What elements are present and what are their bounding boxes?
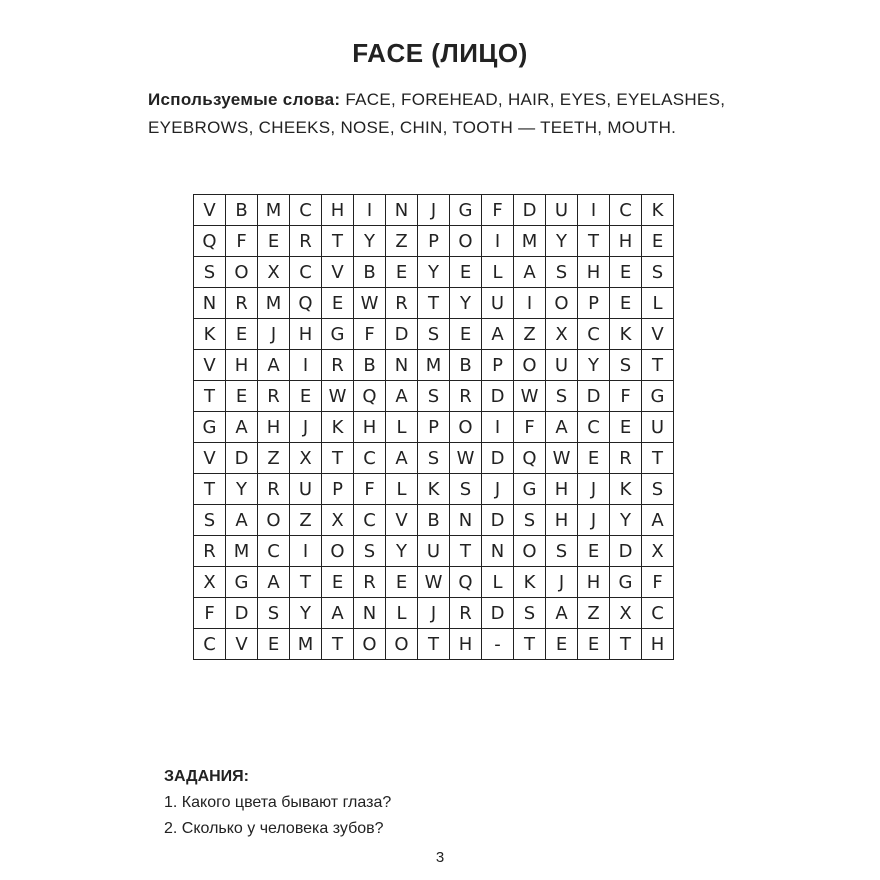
grid-cell[interactable]: N <box>354 598 386 629</box>
grid-cell[interactable]: Z <box>578 598 610 629</box>
grid-cell[interactable]: F <box>642 567 674 598</box>
grid-cell[interactable]: B <box>354 350 386 381</box>
grid-cell[interactable]: D <box>514 195 546 226</box>
grid-cell[interactable]: O <box>546 288 578 319</box>
grid-cell[interactable]: S <box>194 505 226 536</box>
grid-cell[interactable]: R <box>226 288 258 319</box>
grid-cell[interactable]: O <box>514 536 546 567</box>
grid-cell[interactable]: J <box>418 598 450 629</box>
grid-cell[interactable]: D <box>482 598 514 629</box>
grid-cell[interactable]: O <box>226 257 258 288</box>
grid-cell[interactable]: O <box>514 350 546 381</box>
grid-cell[interactable]: T <box>450 536 482 567</box>
grid-cell[interactable]: R <box>450 381 482 412</box>
grid-cell[interactable]: Y <box>610 505 642 536</box>
grid-cell[interactable]: E <box>450 257 482 288</box>
page-number: 3 <box>435 849 445 866</box>
grid-cell[interactable]: E <box>322 567 354 598</box>
grid-cell[interactable]: X <box>546 319 578 350</box>
grid-cell[interactable]: V <box>386 505 418 536</box>
grid-cell[interactable]: H <box>546 505 578 536</box>
grid-cell[interactable]: J <box>578 505 610 536</box>
grid-cell[interactable]: J <box>482 474 514 505</box>
page-title: FACE (ЛИЦО) <box>352 38 528 68</box>
grid-cell[interactable]: U <box>482 288 514 319</box>
grid-cell[interactable]: H <box>226 350 258 381</box>
grid-cell[interactable]: O <box>386 629 418 660</box>
grid-cell[interactable]: E <box>290 381 322 412</box>
grid-cell[interactable]: I <box>514 288 546 319</box>
grid-cell[interactable]: Z <box>514 319 546 350</box>
grid-row <box>194 474 674 505</box>
grid-cell[interactable]: R <box>258 474 290 505</box>
grid-cell[interactable]: E <box>450 319 482 350</box>
grid-cell[interactable]: E <box>386 257 418 288</box>
grid-cell[interactable]: W <box>450 443 482 474</box>
grid-cell[interactable]: S <box>514 505 546 536</box>
grid-cell[interactable]: W <box>354 288 386 319</box>
grid-cell[interactable]: F <box>354 474 386 505</box>
grid-cell[interactable]: T <box>194 474 226 505</box>
grid-cell[interactable]: A <box>386 381 418 412</box>
grid-cell[interactable]: R <box>354 567 386 598</box>
grid-cell[interactable]: T <box>194 381 226 412</box>
used-words <box>148 86 768 142</box>
grid-cell[interactable]: O <box>258 505 290 536</box>
grid-cell[interactable]: H <box>578 257 610 288</box>
grid-cell[interactable]: S <box>546 381 578 412</box>
grid-cell[interactable]: Z <box>386 226 418 257</box>
grid-cell[interactable]: I <box>290 350 322 381</box>
grid-cell[interactable]: H <box>258 412 290 443</box>
grid-cell[interactable]: S <box>418 443 450 474</box>
grid-cell[interactable]: F <box>482 195 514 226</box>
grid-cell[interactable]: D <box>482 505 514 536</box>
grid-cell[interactable]: G <box>450 195 482 226</box>
grid-cell[interactable]: P <box>578 288 610 319</box>
grid-cell[interactable]: M <box>226 536 258 567</box>
grid-cell[interactable]: E <box>386 567 418 598</box>
grid-cell[interactable]: G <box>610 567 642 598</box>
grid-cell[interactable]: E <box>578 629 610 660</box>
grid-cell[interactable]: L <box>386 412 418 443</box>
grid-cell[interactable]: T <box>322 226 354 257</box>
grid-cell[interactable]: T <box>578 226 610 257</box>
grid-cell[interactable]: B <box>418 505 450 536</box>
grid-cell[interactable]: E <box>610 288 642 319</box>
grid-cell[interactable]: S <box>418 319 450 350</box>
grid-cell[interactable]: S <box>258 598 290 629</box>
grid-cell[interactable]: C <box>642 598 674 629</box>
grid-cell[interactable]: T <box>610 629 642 660</box>
grid-cell[interactable]: I <box>482 412 514 443</box>
task-item: 2. Сколько у человека зубов? <box>164 820 384 837</box>
grid-cell[interactable]: V <box>226 629 258 660</box>
grid-cell[interactable]: G <box>322 319 354 350</box>
task-item: 1. Какого цвета бывают глаза? <box>164 794 392 811</box>
grid-cell[interactable]: Z <box>290 505 322 536</box>
grid-cell[interactable]: U <box>546 350 578 381</box>
grid-cell[interactable]: R <box>194 536 226 567</box>
grid-cell[interactable]: Y <box>290 598 322 629</box>
grid-cell[interactable]: C <box>194 629 226 660</box>
grid-cell[interactable]: - <box>482 629 514 660</box>
grid-cell[interactable]: R <box>290 226 322 257</box>
grid-cell[interactable]: C <box>258 536 290 567</box>
grid-cell[interactable]: C <box>290 257 322 288</box>
grid-cell[interactable]: D <box>610 536 642 567</box>
grid-cell[interactable]: U <box>546 195 578 226</box>
grid-cell[interactable]: E <box>226 381 258 412</box>
grid-cell[interactable]: E <box>578 536 610 567</box>
grid-cell[interactable]: E <box>258 226 290 257</box>
grid-cell[interactable]: F <box>354 319 386 350</box>
used-words-label: Используемые слова: <box>148 90 341 109</box>
grid-cell[interactable]: V <box>194 195 226 226</box>
grid-cell[interactable]: J <box>418 195 450 226</box>
grid-cell[interactable]: X <box>290 443 322 474</box>
grid-cell[interactable]: Z <box>258 443 290 474</box>
grid-cell[interactable]: U <box>642 412 674 443</box>
grid-cell[interactable]: O <box>322 536 354 567</box>
grid-cell[interactable]: D <box>226 443 258 474</box>
used-words-list: FACE, FOREHEAD, HAIR, EYES, EYELASHES, EYEBROWS, CHEEKS, NOSE, CHIN, TOOTH — TEETH, MOUTH. <box>148 90 726 137</box>
grid-row <box>194 629 674 660</box>
grid-cell[interactable]: X <box>610 598 642 629</box>
grid-row <box>194 257 674 288</box>
grid-cell[interactable]: D <box>578 381 610 412</box>
grid-row <box>194 536 674 567</box>
grid-row <box>194 319 674 350</box>
grid-row <box>194 381 674 412</box>
grid-cell[interactable]: P <box>418 226 450 257</box>
grid-cell[interactable]: H <box>322 195 354 226</box>
grid-cell[interactable]: B <box>450 350 482 381</box>
grid-cell[interactable]: Q <box>290 288 322 319</box>
grid-cell[interactable]: Q <box>354 381 386 412</box>
grid-cell[interactable]: V <box>642 319 674 350</box>
grid-cell[interactable]: H <box>290 319 322 350</box>
grid-cell[interactable]: J <box>290 412 322 443</box>
grid-cell[interactable]: K <box>194 319 226 350</box>
grid-cell[interactable]: S <box>450 474 482 505</box>
grid-cell[interactable]: R <box>386 288 418 319</box>
grid-cell[interactable]: W <box>546 443 578 474</box>
grid-cell[interactable]: E <box>578 443 610 474</box>
grid-cell[interactable]: A <box>546 412 578 443</box>
grid-cell[interactable]: B <box>354 257 386 288</box>
grid-cell[interactable]: C <box>354 443 386 474</box>
grid-row <box>194 598 674 629</box>
grid-cell[interactable]: G <box>226 567 258 598</box>
grid-cell[interactable]: L <box>482 257 514 288</box>
grid-cell[interactable]: T <box>322 443 354 474</box>
grid-cell[interactable]: K <box>418 474 450 505</box>
grid-row <box>194 505 674 536</box>
grid-cell[interactable]: L <box>386 598 418 629</box>
tasks-section <box>164 764 664 842</box>
grid-cell[interactable]: E <box>322 288 354 319</box>
grid-cell[interactable]: S <box>610 350 642 381</box>
grid-cell[interactable]: D <box>386 319 418 350</box>
grid-cell[interactable]: A <box>226 505 258 536</box>
grid-cell[interactable]: H <box>610 226 642 257</box>
grid-cell[interactable]: F <box>226 226 258 257</box>
grid-cell[interactable]: H <box>450 629 482 660</box>
grid-cell[interactable]: S <box>546 536 578 567</box>
grid-cell[interactable]: K <box>322 412 354 443</box>
grid-cell[interactable]: O <box>450 226 482 257</box>
grid-cell[interactable]: D <box>226 598 258 629</box>
grid-cell[interactable]: P <box>418 412 450 443</box>
grid-cell[interactable]: Q <box>514 443 546 474</box>
grid-cell[interactable]: R <box>450 598 482 629</box>
grid-cell[interactable]: P <box>482 350 514 381</box>
grid-cell[interactable]: E <box>610 257 642 288</box>
grid-cell[interactable]: N <box>386 350 418 381</box>
grid-cell[interactable]: A <box>642 505 674 536</box>
grid-cell[interactable]: X <box>194 567 226 598</box>
grid-cell[interactable]: U <box>290 474 322 505</box>
grid-cell[interactable]: P <box>322 474 354 505</box>
grid-cell[interactable]: L <box>482 567 514 598</box>
grid-cell[interactable]: E <box>642 226 674 257</box>
grid-cell[interactable]: Y <box>546 226 578 257</box>
grid-cell[interactable]: J <box>258 319 290 350</box>
grid-cell[interactable]: A <box>482 319 514 350</box>
grid-row <box>194 195 674 226</box>
grid-cell[interactable]: I <box>482 226 514 257</box>
grid-cell[interactable]: N <box>386 195 418 226</box>
grid-cell[interactable]: D <box>482 443 514 474</box>
grid-cell[interactable]: E <box>610 412 642 443</box>
grid-cell[interactable]: A <box>258 567 290 598</box>
grid-cell[interactable]: I <box>578 195 610 226</box>
grid-row <box>194 412 674 443</box>
grid-cell[interactable]: S <box>418 381 450 412</box>
grid-cell[interactable]: A <box>226 412 258 443</box>
grid-cell[interactable]: V <box>194 443 226 474</box>
grid-cell[interactable]: O <box>450 412 482 443</box>
grid-cell[interactable]: L <box>642 288 674 319</box>
grid-cell[interactable]: B <box>226 195 258 226</box>
grid-cell[interactable]: H <box>578 567 610 598</box>
grid-cell[interactable]: F <box>514 412 546 443</box>
grid-cell[interactable]: M <box>258 195 290 226</box>
grid-cell[interactable]: K <box>642 195 674 226</box>
grid-cell[interactable]: C <box>578 319 610 350</box>
word-search-grid <box>193 194 674 660</box>
grid-cell[interactable]: N <box>194 288 226 319</box>
grid-row <box>194 226 674 257</box>
grid-cell[interactable]: J <box>546 567 578 598</box>
grid-cell[interactable]: F <box>194 598 226 629</box>
grid-cell[interactable]: X <box>322 505 354 536</box>
grid-cell[interactable]: T <box>514 629 546 660</box>
grid-cell[interactable]: S <box>642 257 674 288</box>
grid-row <box>194 443 674 474</box>
grid-cell[interactable]: Y <box>226 474 258 505</box>
grid-cell[interactable]: S <box>194 257 226 288</box>
grid-cell[interactable]: N <box>450 505 482 536</box>
grid-cell[interactable]: T <box>642 350 674 381</box>
grid-cell[interactable]: I <box>290 536 322 567</box>
grid-cell[interactable]: S <box>514 598 546 629</box>
grid-cell[interactable]: H <box>354 412 386 443</box>
grid-cell[interactable]: K <box>610 474 642 505</box>
grid-cell[interactable]: R <box>322 350 354 381</box>
grid-cell[interactable]: D <box>482 381 514 412</box>
grid-cell[interactable]: M <box>514 226 546 257</box>
grid-cell[interactable]: J <box>578 474 610 505</box>
grid-cell[interactable]: S <box>354 536 386 567</box>
grid-cell[interactable]: U <box>418 536 450 567</box>
grid-row <box>194 567 674 598</box>
grid-cell[interactable]: M <box>418 350 450 381</box>
grid-cell[interactable]: L <box>386 474 418 505</box>
grid-cell[interactable]: K <box>514 567 546 598</box>
grid-row <box>194 288 674 319</box>
grid-row <box>194 350 674 381</box>
grid-cell[interactable]: A <box>546 598 578 629</box>
grid-cell[interactable]: W <box>418 567 450 598</box>
grid-cell[interactable]: Y <box>578 350 610 381</box>
grid-cell[interactable]: Q <box>194 226 226 257</box>
grid-cell[interactable]: X <box>258 257 290 288</box>
grid-cell[interactable]: T <box>418 288 450 319</box>
grid-cell[interactable]: H <box>546 474 578 505</box>
grid-cell[interactable]: H <box>642 629 674 660</box>
grid-cell[interactable]: A <box>386 443 418 474</box>
grid-cell[interactable]: R <box>610 443 642 474</box>
grid-cell[interactable]: V <box>322 257 354 288</box>
grid-cell[interactable]: T <box>290 567 322 598</box>
tasks-heading: ЗАДАНИЯ: <box>164 768 250 785</box>
grid-cell[interactable]: S <box>546 257 578 288</box>
grid-cell[interactable]: E <box>258 629 290 660</box>
grid-cell[interactable]: T <box>322 629 354 660</box>
grid-cell[interactable]: I <box>354 195 386 226</box>
grid-cell[interactable]: G <box>194 412 226 443</box>
grid-cell[interactable]: W <box>514 381 546 412</box>
grid-cell[interactable]: O <box>354 629 386 660</box>
grid-cell[interactable]: Q <box>450 567 482 598</box>
grid-cell[interactable]: S <box>642 474 674 505</box>
grid-cell[interactable]: K <box>610 319 642 350</box>
grid-cell[interactable]: R <box>258 381 290 412</box>
grid-cell[interactable]: C <box>354 505 386 536</box>
grid-cell[interactable]: E <box>546 629 578 660</box>
grid-cell[interactable]: X <box>642 536 674 567</box>
grid-cell[interactable]: C <box>290 195 322 226</box>
grid-cell[interactable]: C <box>610 195 642 226</box>
grid-cell[interactable]: T <box>642 443 674 474</box>
grid-cell[interactable]: Y <box>418 257 450 288</box>
grid-cell[interactable]: A <box>258 350 290 381</box>
grid-cell[interactable]: T <box>418 629 450 660</box>
grid-cell[interactable]: Y <box>354 226 386 257</box>
grid-cell[interactable]: M <box>290 629 322 660</box>
grid-cell[interactable]: C <box>578 412 610 443</box>
grid-cell[interactable]: V <box>194 350 226 381</box>
grid-cell[interactable]: M <box>258 288 290 319</box>
grid-cell[interactable]: Y <box>450 288 482 319</box>
grid-cell[interactable]: E <box>226 319 258 350</box>
grid-cell[interactable]: F <box>610 381 642 412</box>
grid-cell[interactable]: W <box>322 381 354 412</box>
grid-cell[interactable]: A <box>514 257 546 288</box>
grid-cell[interactable]: G <box>642 381 674 412</box>
grid-cell[interactable]: G <box>514 474 546 505</box>
grid-cell[interactable]: N <box>482 536 514 567</box>
grid-cell[interactable]: Y <box>386 536 418 567</box>
grid-cell[interactable]: A <box>322 598 354 629</box>
